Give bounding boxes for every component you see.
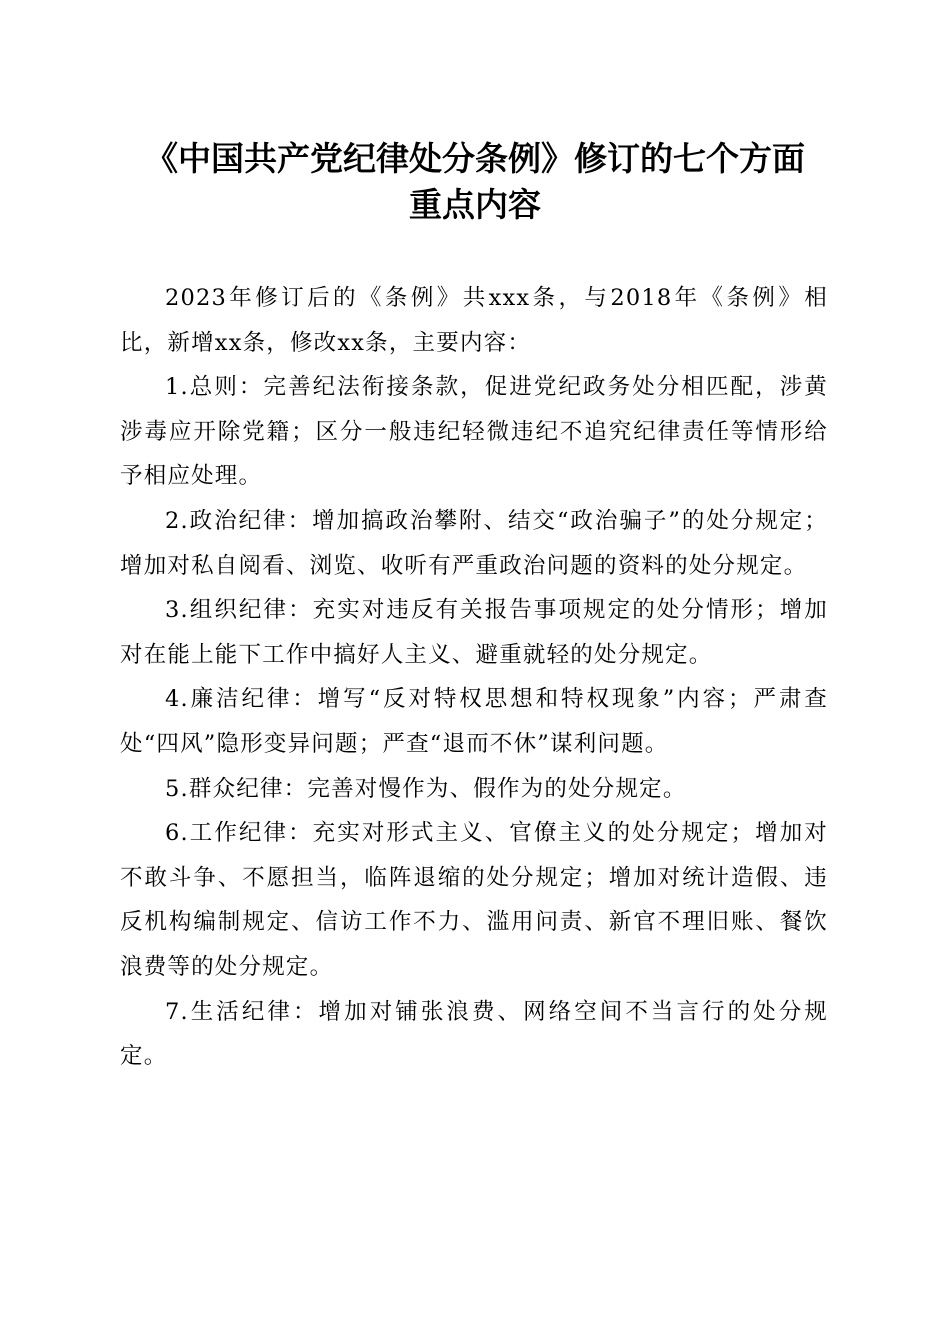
- item-life-discipline: 7.生活纪律：增加对铺张浪费、网络空间不当言行的处分规定。: [120, 998, 828, 1070]
- item-general-principles: 1.总则：完善纪法衔接条款，促进党纪政务处分相匹配，涉黄涉毒应开除党籍；区分一般违纪轻微违纪不追究纪律责任等情形给予相应处理。: [120, 374, 828, 490]
- title-line-1: 《中国共产党纪律处分条例》修订的七个方面: [145, 139, 805, 178]
- item-mass-discipline: 5.群众纪律：完善对慢作为、假作为的处分规定。: [165, 775, 687, 802]
- item-work-discipline: 6.工作纪律：充实对形式主义、官僚主义的处分规定；增加对不敢斗争、不愿担当，临阵退缩的处分规定；增加对统计造假、违反机构编制规定、信访工作不力、滥用问责、新官不理旧账、餐饮浪费等的处分规定。: [120, 820, 828, 980]
- document-body: [120, 276, 828, 1079]
- item-integrity-discipline: 4.廉洁纪律：增写“反对特权思想和特权现象”内容；严肃查处“四风”隐形变异问题；严查“退而不休”谋利问题。: [120, 686, 828, 757]
- document-title: [100, 136, 850, 228]
- item-organizational-discipline: 3.组织纪律：充实对违反有关报告事项规定的处分情形；增加对在能上能下工作中搞好人主义、避重就轻的处分规定。: [120, 597, 828, 668]
- title-line-2: 重点内容: [409, 185, 541, 224]
- intro-paragraph: 2023年修订后的《条例》共xxx条，与2018年《条例》相比，新增xx条，修改xx条，主要内容：: [120, 285, 828, 356]
- item-political-discipline: 2.政治纪律：增加搞政治攀附、结交“政治骗子”的处分规定；增加对私自阅看、浏览、收听有严重政治问题的资料的处分规定。: [120, 507, 828, 579]
